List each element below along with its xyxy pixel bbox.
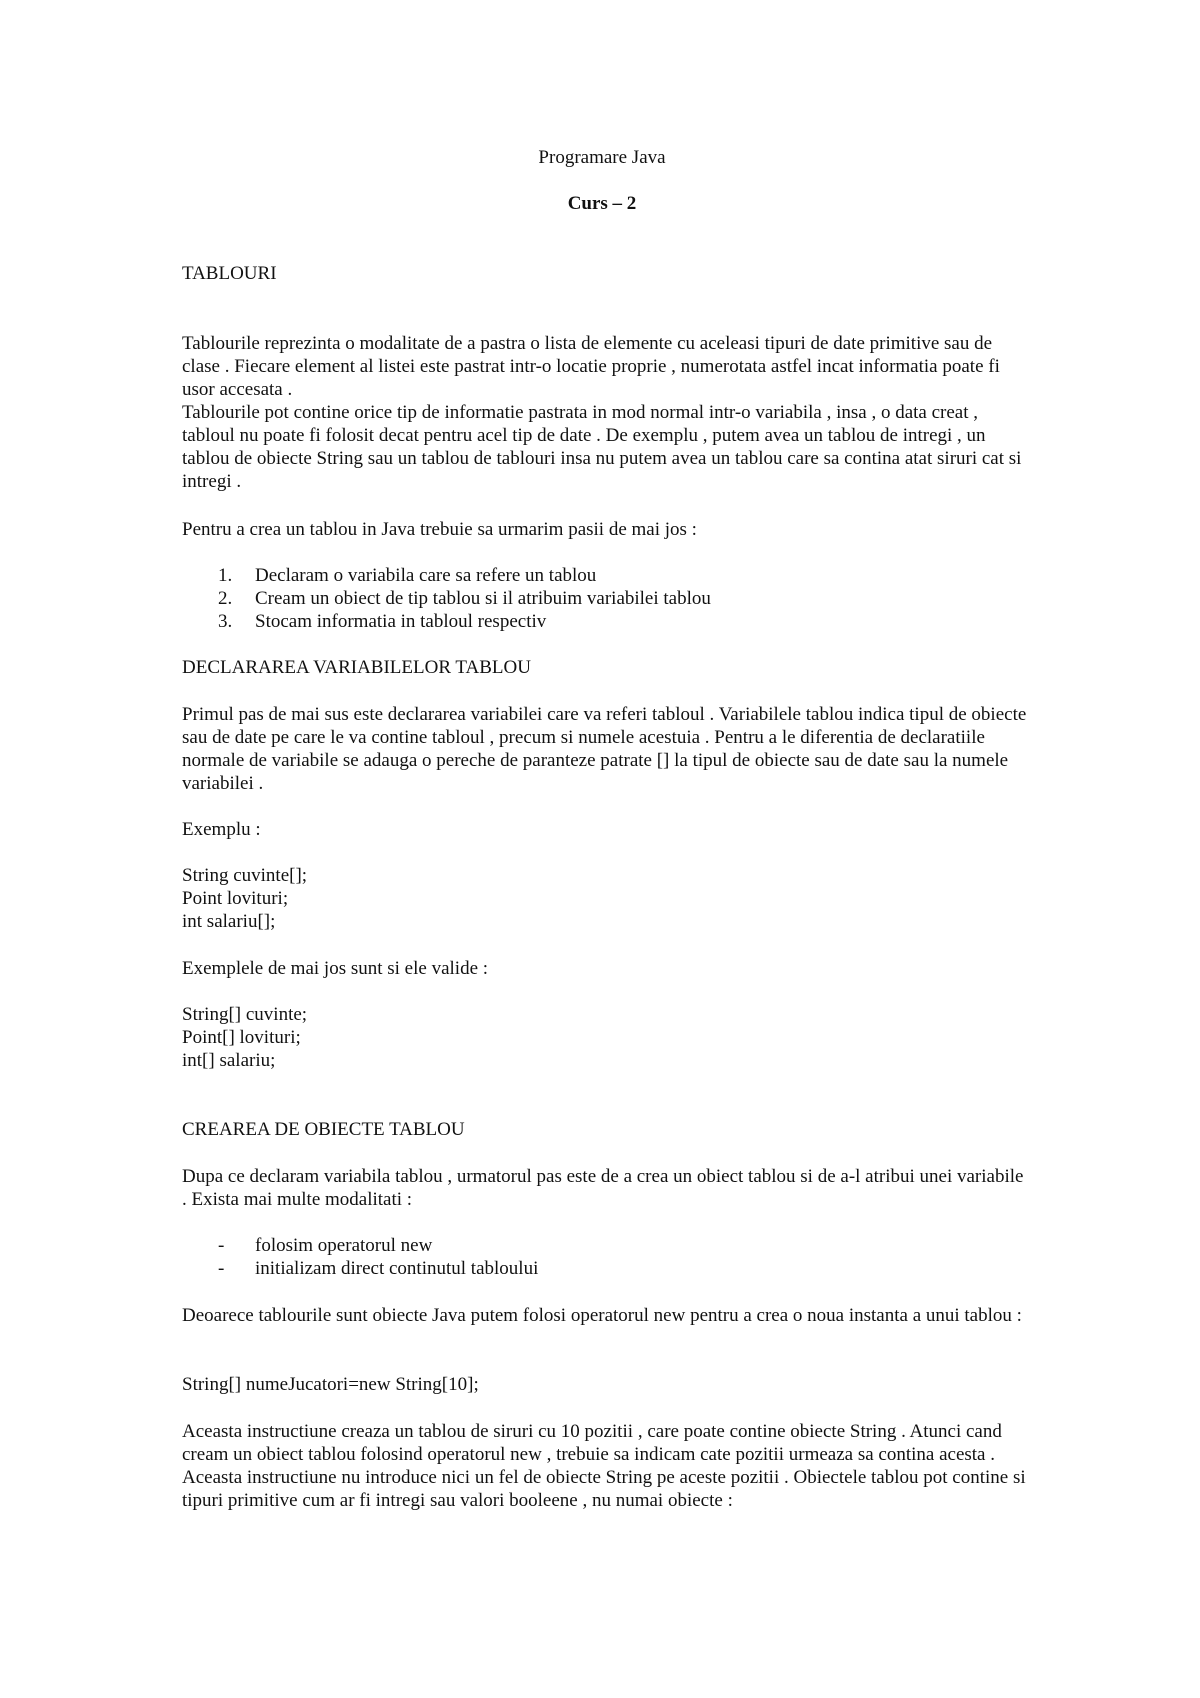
list-marker: 3. xyxy=(218,611,233,632)
example-label: Exemplu : xyxy=(182,819,261,840)
code-line-new: String[] numeJucatori=new String[10]; xyxy=(182,1374,479,1395)
paragraph-creare: Dupa ce declaram variabila tablou , urmatorul pas este de a crea un obiect tablou si de a-l atribui unei variabile . Exista mai multe modalitati : xyxy=(182,1166,1024,1210)
list-text: Cream un obiect de tip tablou si il atribuim variabilei tablou xyxy=(255,588,711,609)
list-marker: 1. xyxy=(218,565,233,586)
list-text: folosim operatorul new xyxy=(255,1235,433,1256)
list-item xyxy=(182,587,1032,610)
code-line: int salariu[]; xyxy=(182,911,276,932)
list-item xyxy=(182,564,1032,587)
list-text: initializam direct continutul tabloului xyxy=(255,1258,539,1279)
document-title: Programare Java xyxy=(538,147,666,168)
code-line: String[] cuvinte; xyxy=(182,1004,308,1025)
code-line: String cuvinte[]; xyxy=(182,865,308,886)
paragraph-declarare: Primul pas de mai sus este declararea variabilei care va referi tabloul . Variabilele tablou indica tipul de obiecte sau de date pe care le va contine tabloul , precum si numele acestuia . Pentru a le diferentia de declaratiile normale de variabile se adauga o pereche de paranteze patrate [] la tipul de obiecte sau de date sau la numele variabilei . xyxy=(182,704,1027,794)
document-page xyxy=(182,0,1032,1698)
paragraph-text: Tablourile reprezinta o modalitate de a pastra o lista de elemente cu aceleasi tipuri de date primitive sau de clase . Fiecare element al listei este pastrat intr-o locatie proprie , numerotata astfel incat informatia poate fi usor accesata . xyxy=(182,333,1000,400)
code-block-2 xyxy=(182,1003,1032,1072)
list-item xyxy=(182,1234,1032,1257)
course-number: Curs – 2 xyxy=(567,193,637,214)
heading-creare: CREAREA DE OBIECTE TABLOU xyxy=(182,1119,465,1140)
list-marker: 2. xyxy=(218,588,233,609)
code-line: int[] salariu; xyxy=(182,1050,276,1071)
list-marker: - xyxy=(218,1235,225,1256)
heading-tablouri: TABLOURI xyxy=(182,263,277,284)
paragraph-text: Tablourile pot contine orice tip de informatie pastrata in mod normal intr-o variabila , insa , o data creat , tabloul nu poate fi folosit decat pentru acel tip de date . De exemplu , putem avea un tablou de intregi , un tablou de obiecte String sau un tablou de tablouri insa nu putem avea un tablou care sa contina atat siruri cat si intregi . xyxy=(182,402,1022,492)
paragraph-steps-intro: Pentru a crea un tablou in Java trebuie sa urmarim pasii de mai jos : xyxy=(182,519,697,540)
paragraph-intro xyxy=(182,332,1032,493)
code-line: Point[] lovituri; xyxy=(182,1027,301,1048)
list-item xyxy=(182,610,1032,633)
list-item xyxy=(182,1257,1032,1280)
list-text: Stocam informatia in tabloul respectiv xyxy=(255,611,547,632)
paragraph-explanation: Aceasta instructiune creaza un tablou de siruri cu 10 pozitii , care poate contine obiecte String . Atunci cand cream un obiect tablou folosind operatorul new , trebuie sa indicam cate pozitii urmeaza sa contina acesta . Aceasta instructiune nu introduce nici un fel de obiecte String pe aceste pozitii . Obiectele tablou pot contine si tipuri primitive cum ar fi intregi sau valori booleene , nu numai obiecte : xyxy=(182,1421,1026,1511)
code-line: Point lovituri; xyxy=(182,888,289,909)
example-label-2: Exemplele de mai jos sunt si ele valide : xyxy=(182,958,489,979)
heading-declarare: DECLARAREA VARIABILELOR TABLOU xyxy=(182,657,531,678)
paragraph-new-operator: Deoarece tablourile sunt obiecte Java putem folosi operatorul new pentru a crea o noua instanta a unui tablou : xyxy=(182,1305,1022,1326)
list-marker: - xyxy=(218,1258,225,1279)
code-block-1 xyxy=(182,864,1032,933)
list-text: Declaram o variabila care sa refere un tablou xyxy=(255,565,597,586)
